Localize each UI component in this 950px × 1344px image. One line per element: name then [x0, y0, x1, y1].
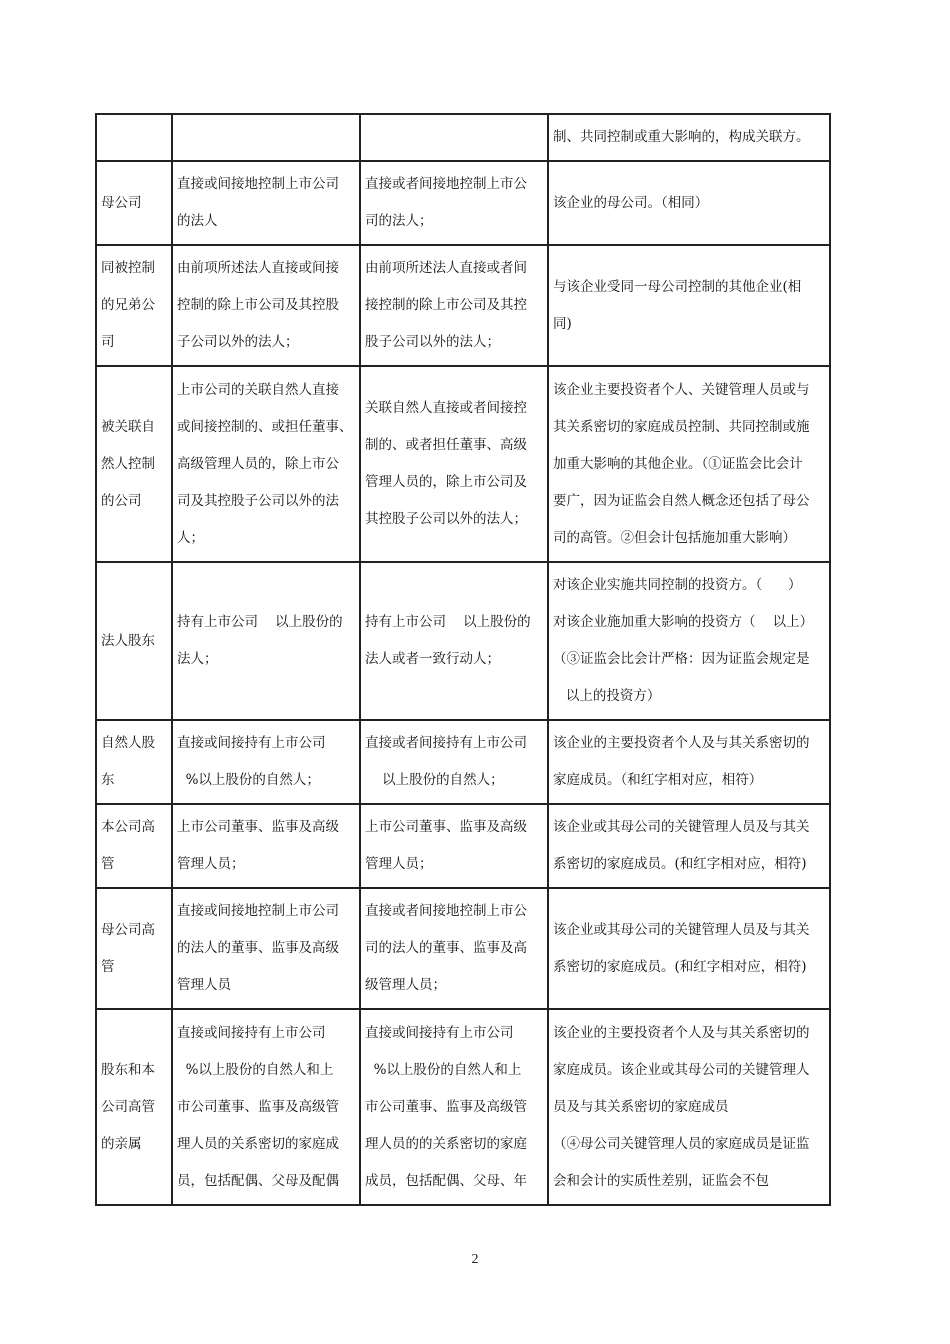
cell-line: %以上股份的自然人； [177, 772, 320, 788]
cell-line: %以上股份的自然人和上 [177, 1061, 334, 1078]
cell-line: 公司高管 [101, 1098, 155, 1115]
table-cell-c2 [172, 366, 360, 562]
cell-line: 理人员的关系密切的家庭成 [177, 1135, 339, 1152]
table-cell-c3 [360, 804, 548, 888]
table-cell-c2 [172, 161, 360, 245]
cell-line: 的法人的董事、监事及高级 [177, 940, 339, 956]
cell-line: 以上股份的自然人； [365, 772, 504, 788]
cell-line: 法人； [177, 651, 218, 667]
cell-line: 与该企业受同一母公司控制的其他企业(相 [553, 278, 802, 295]
cell-line: 直接或者间接地控制上市公 [365, 176, 527, 192]
cell-line: 法人股东 [101, 632, 155, 649]
cell-line: 本公司高 [101, 819, 155, 835]
cell-line: 加重大影响的其他企业。（①证监会比会计 [553, 455, 803, 472]
cell-line: 其关系密切的家庭成员控制、共同控制或施 [553, 418, 810, 435]
table-cell-c4 [548, 366, 830, 562]
cell-line: 市公司董事、监事及高级管 [365, 1098, 527, 1115]
table-cell-c1 [96, 161, 172, 245]
table-cell-c2 [172, 888, 360, 1009]
cell-line: 要广，因为证监会自然人概念还包括了母公 [553, 492, 810, 509]
cell-line: 上市公司的关联自然人直接 [177, 381, 339, 398]
cell-line: 司的高管。②但会计包括施加重大影响） [553, 529, 796, 546]
cell-line: 同) [553, 315, 572, 332]
table-body [96, 114, 830, 1205]
cell-line: 对该企业施加重大影响的投资方（ 以上） [553, 614, 814, 630]
cell-line: 股子公司以外的法人； [365, 334, 500, 350]
cell-line: 管 [101, 958, 115, 975]
cell-line: 管理人员的，除上市公司及 [365, 474, 527, 490]
table-cell-c4 [548, 562, 830, 720]
cell-line: 的法人 [177, 213, 218, 229]
table-cell-c1 [96, 888, 172, 1009]
table-cell-c4 [548, 804, 830, 888]
table-cell-c2 [172, 804, 360, 888]
table-cell-c4 [548, 888, 830, 1009]
cell-line: 对该企业实施共同控制的投资方。（ ） [553, 577, 802, 593]
table-cell-c2 [172, 114, 360, 161]
cell-line: 持有上市公司 以上股份的 [177, 614, 343, 630]
cell-line: 制、共同控制或重大影响的，构成关联方。 [553, 129, 810, 145]
cell-line: 理人员的的关系密切的家庭 [365, 1135, 527, 1152]
cell-line: 管理人员； [177, 856, 245, 872]
cell-line: 直接或间接地控制上市公司 [177, 903, 339, 919]
table-cell-c1 [96, 245, 172, 366]
table-row [96, 1009, 830, 1205]
table-row [96, 366, 830, 562]
table-cell-c2 [172, 1009, 360, 1205]
cell-line: 家庭成员。该企业或其母公司的关键管理人 [553, 1061, 810, 1078]
table-cell-c2 [172, 245, 360, 366]
cell-line: 母公司 [101, 194, 142, 211]
cell-line: 自然人股 [101, 735, 155, 751]
cell-line: 成员，包括配偶、父母、年 [365, 1172, 527, 1189]
cell-line: 直接或者间接地控制上市公 [365, 903, 527, 919]
cell-line: 该企业的母公司。（相同） [553, 194, 709, 211]
table-cell-c4 [548, 245, 830, 366]
table-cell-c4 [548, 161, 830, 245]
cell-line: 级管理人员； [365, 977, 446, 993]
cell-line: 该企业或其母公司的关键管理人员及与其关 [553, 819, 810, 835]
table-row [96, 804, 830, 888]
cell-line: 家庭成员。（和红字相对应，相符） [553, 772, 763, 788]
cell-line: 直接或者间接持有上市公司 [365, 735, 527, 751]
cell-line: 由前项所述法人直接或间接 [177, 260, 339, 276]
cell-line: 管理人员 [177, 977, 231, 993]
table-cell-c3 [360, 366, 548, 562]
table-cell-c1 [96, 720, 172, 804]
cell-line: 其控股子公司以外的法人； [365, 511, 527, 527]
cell-line: 持有上市公司 以上股份的 [365, 614, 531, 630]
cell-line: 由前项所述法人直接或者间 [365, 260, 527, 276]
cell-line: 人； [177, 529, 204, 546]
table-cell-c2 [172, 562, 360, 720]
table-cell-c3 [360, 114, 548, 161]
cell-line: %以上股份的自然人和上 [365, 1061, 522, 1078]
cell-line: 的兄弟公 [101, 297, 155, 313]
cell-line: 被关联自 [101, 418, 155, 435]
cell-line: 直接或间接地控制上市公司 [177, 176, 339, 192]
cell-line: 市公司董事、监事及高级管 [177, 1098, 339, 1115]
table-cell-c1 [96, 114, 172, 161]
table-row [96, 562, 830, 720]
table-cell-c2 [172, 720, 360, 804]
table-row [96, 720, 830, 804]
table-cell-c3 [360, 161, 548, 245]
cell-line: 该企业或其母公司的关键管理人员及与其关 [553, 921, 810, 938]
table-cell-c1 [96, 366, 172, 562]
cell-line: 股东和本 [101, 1061, 155, 1078]
table-cell-c4 [548, 720, 830, 804]
cell-line: 以上的投资方） [553, 688, 661, 704]
cell-line: 的亲属 [101, 1135, 142, 1152]
table-row [96, 888, 830, 1009]
cell-line: 该企业的主要投资者个人及与其关系密切的 [553, 735, 810, 751]
table-cell-c3 [360, 562, 548, 720]
cell-line: （③证监会比会计严格：因为证监会规定是 [553, 651, 810, 667]
table-cell-c1 [96, 562, 172, 720]
cell-line: 司的法人的董事、监事及高 [365, 940, 527, 956]
cell-line: 管 [101, 856, 115, 872]
related-party-table [95, 113, 831, 1206]
cell-line: 东 [101, 772, 115, 788]
table-cell-c3 [360, 888, 548, 1009]
cell-line: 司 [101, 334, 115, 350]
cell-line: 系密切的家庭成员。(和红字相对应，相符) [553, 958, 807, 975]
cell-line: 的公司 [101, 492, 142, 509]
cell-line: 然人控制 [101, 455, 155, 472]
table-cell-c1 [96, 804, 172, 888]
cell-line: 员，包括配偶、父母及配偶 [177, 1172, 339, 1189]
cell-line: 法人或者一致行动人； [365, 651, 500, 667]
cell-line: 或间接控制的、或担任董事、 [177, 418, 353, 435]
cell-line: 上市公司董事、监事及高级 [177, 819, 339, 835]
table-cell-c4 [548, 1009, 830, 1205]
page-number: 2 [471, 1252, 479, 1267]
cell-line: 直接或间接持有上市公司 [177, 1024, 326, 1041]
cell-line: 接控制的除上市公司及其控 [365, 297, 527, 313]
cell-line: 员及与其关系密切的家庭成员 [553, 1098, 729, 1115]
table-row [96, 161, 830, 245]
cell-line: 母公司高 [101, 921, 155, 938]
cell-line: 会和会计的实质性差别，证监会不包 [553, 1172, 769, 1189]
table-cell-c3 [360, 245, 548, 366]
cell-line: 关联自然人直接或者间接控 [365, 400, 527, 416]
table-cell-c3 [360, 1009, 548, 1205]
cell-line: 同被控制 [101, 260, 155, 276]
cell-line: 该企业主要投资者个人、关键管理人员或与 [553, 381, 810, 398]
cell-line: 控制的除上市公司及其控股 [177, 297, 339, 313]
cell-line: 直接或间接持有上市公司 [177, 735, 326, 751]
cell-line: 上市公司董事、监事及高级 [365, 819, 527, 835]
cell-line: 直接或间接持有上市公司 [365, 1024, 514, 1041]
table-cell-c4 [548, 114, 830, 161]
cell-line: 制的、或者担任董事、高级 [365, 437, 527, 453]
cell-line: 该企业的主要投资者个人及与其关系密切的 [553, 1024, 810, 1041]
table-cell-c1 [96, 1009, 172, 1205]
table-row [96, 245, 830, 366]
cell-line: 高级管理人员的，除上市公 [177, 455, 339, 472]
cell-line: （④母公司关键管理人员的家庭成员是证监 [553, 1135, 810, 1152]
cell-line: 司的法人； [365, 213, 433, 229]
cell-line: 司及其控股子公司以外的法 [177, 492, 339, 509]
table-row [96, 114, 830, 161]
cell-line: 系密切的家庭成员。(和红字相对应，相符) [553, 856, 807, 872]
cell-line: 子公司以外的法人； [177, 334, 299, 350]
table-cell-c3 [360, 720, 548, 804]
cell-line: 管理人员； [365, 856, 433, 872]
